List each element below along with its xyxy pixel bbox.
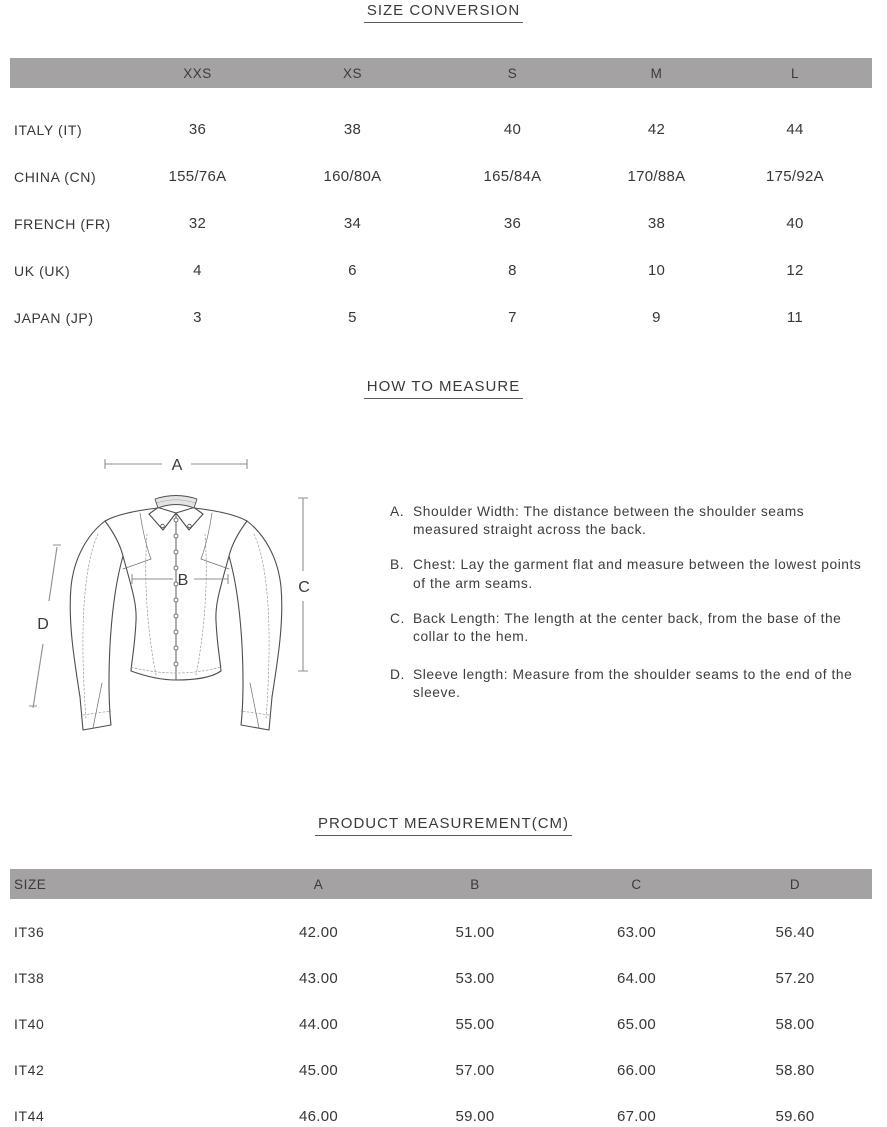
how-to-measure-section <box>0 439 887 751</box>
column-header-l: L <box>790 65 799 81</box>
size-value: 40 <box>786 215 804 232</box>
measurement-value: 57.00 <box>455 1061 495 1079</box>
diagram-label-b: B <box>177 572 189 589</box>
size-value: 12 <box>786 262 804 279</box>
row-label: FRENCH (FR) <box>14 215 111 232</box>
size-value: 36 <box>503 215 522 232</box>
row-label: IT42 <box>14 1062 45 1078</box>
size-value: 160/80A <box>323 168 382 185</box>
row-label: IT44 <box>14 1108 45 1124</box>
size-value: 8 <box>508 262 517 279</box>
measurement-value: 58.80 <box>775 1061 815 1079</box>
measure-instruction-d <box>390 666 868 702</box>
measurement-value: 65.00 <box>616 1015 657 1033</box>
size-value: 165/84A <box>483 168 542 185</box>
row-label: ITALY (IT) <box>14 121 83 138</box>
table-row <box>10 247 872 294</box>
diagram-label-d: D <box>37 616 49 633</box>
row-label: IT38 <box>14 970 45 986</box>
size-conversion-title-text: SIZE CONVERSION <box>364 2 523 23</box>
measurement-value: 59.60 <box>775 1107 815 1125</box>
size-value: 5 <box>348 309 357 326</box>
size-value: 42 <box>647 121 666 138</box>
table-row <box>10 153 872 200</box>
product-measurement-title-text: PRODUCT MEASUREMENT(CM) <box>315 815 572 836</box>
measurement-value: 64.00 <box>616 969 657 987</box>
size-value: 170/88A <box>627 168 686 185</box>
measurement-value: 51.00 <box>455 923 495 941</box>
measurement-value: 55.00 <box>455 1015 495 1033</box>
product-measurement-header-row <box>10 869 872 899</box>
instruction-letter: A. <box>390 504 405 519</box>
instruction-text: Back Length: The length at the center back, from the base of the collar to the hem. <box>413 610 842 645</box>
table-row <box>10 955 872 1001</box>
table-row <box>10 106 872 153</box>
row-label: IT40 <box>14 1016 45 1032</box>
measure-instruction-a <box>390 503 868 539</box>
row-label: UK (UK) <box>14 262 71 279</box>
size-value: 10 <box>647 262 666 279</box>
measurement-value: 57.20 <box>775 969 815 987</box>
size-value: 155/76A <box>168 168 227 185</box>
product-measurement-table <box>10 869 872 1127</box>
size-value: 34 <box>343 215 362 232</box>
instruction-letter: B. <box>390 557 405 573</box>
garment-measure-diagram <box>10 439 370 751</box>
shirt-line-art <box>70 496 282 731</box>
column-header-c: C <box>631 876 642 892</box>
column-header-s: S <box>507 65 518 81</box>
how-to-measure-title <box>0 378 887 399</box>
how-to-measure-title-text: HOW TO MEASURE <box>364 378 523 399</box>
diagram-label-c: C <box>298 579 310 596</box>
size-value: 4 <box>193 262 202 279</box>
size-value: 36 <box>188 121 207 138</box>
size-value: 6 <box>348 262 357 279</box>
size-conversion-table <box>10 58 872 341</box>
measurement-value: 66.00 <box>616 1061 657 1079</box>
size-conversion-header-row <box>10 58 872 88</box>
table-row <box>10 200 872 247</box>
measurement-value: 59.00 <box>455 1107 495 1125</box>
measurement-value: 45.00 <box>298 1061 339 1079</box>
size-value: 44 <box>786 121 804 138</box>
size-value: 40 <box>503 121 522 138</box>
column-header-a: A <box>313 876 324 892</box>
column-header-m: M <box>650 65 663 81</box>
instruction-text: Shoulder Width: The distance between the shoulder seams measured straight across the back. <box>413 504 805 538</box>
measurement-value: 63.00 <box>616 923 657 941</box>
product-measurement-title <box>0 815 887 836</box>
size-value: 7 <box>508 309 517 326</box>
measurement-value: 46.00 <box>298 1107 339 1125</box>
measurement-value: 56.40 <box>775 923 815 941</box>
table-row <box>10 909 872 955</box>
column-header-xxs: XXS <box>183 65 212 81</box>
table-row <box>10 1093 872 1127</box>
size-value: 38 <box>647 215 666 232</box>
measure-instruction-c <box>390 610 868 646</box>
measurement-value: 53.00 <box>455 969 495 987</box>
measurement-value: 58.00 <box>775 1015 815 1033</box>
size-value: 11 <box>786 309 804 326</box>
instruction-text: Chest: Lay the garment flat and measure between the lowest points of the arm seams. <box>413 557 862 591</box>
table-row <box>10 1047 872 1093</box>
column-header-b: B <box>470 876 480 892</box>
size-value: 9 <box>652 309 661 326</box>
size-conversion-body <box>10 88 872 341</box>
row-label: IT36 <box>14 924 45 940</box>
measurement-value: 67.00 <box>616 1107 657 1125</box>
instruction-text: Sleeve length: Measure from the shoulder seams to the end of the sleeve. <box>413 667 853 701</box>
size-value: 3 <box>193 309 202 326</box>
measurement-value: 43.00 <box>298 969 339 987</box>
column-header-size: SIZE <box>14 876 47 892</box>
measure-instruction-b <box>390 556 868 592</box>
measurement-value: 44.00 <box>298 1015 339 1033</box>
size-value: 38 <box>343 121 362 138</box>
row-label: CHINA (CN) <box>14 168 97 185</box>
size-value: 175/92A <box>766 168 824 185</box>
measurement-value: 42.00 <box>298 923 339 941</box>
size-conversion-title <box>0 0 887 23</box>
row-label: JAPAN (JP) <box>14 309 94 326</box>
instruction-letter: D. <box>390 667 405 683</box>
table-row <box>10 1001 872 1047</box>
diagram-label-a: A <box>171 457 183 474</box>
column-header-d: D <box>789 876 801 892</box>
measure-instructions <box>390 503 868 720</box>
product-measurement-body <box>10 899 872 1127</box>
column-header-xs: XS <box>342 65 362 81</box>
instruction-letter: C. <box>390 610 405 626</box>
table-row <box>10 294 872 341</box>
size-value: 32 <box>188 215 207 232</box>
